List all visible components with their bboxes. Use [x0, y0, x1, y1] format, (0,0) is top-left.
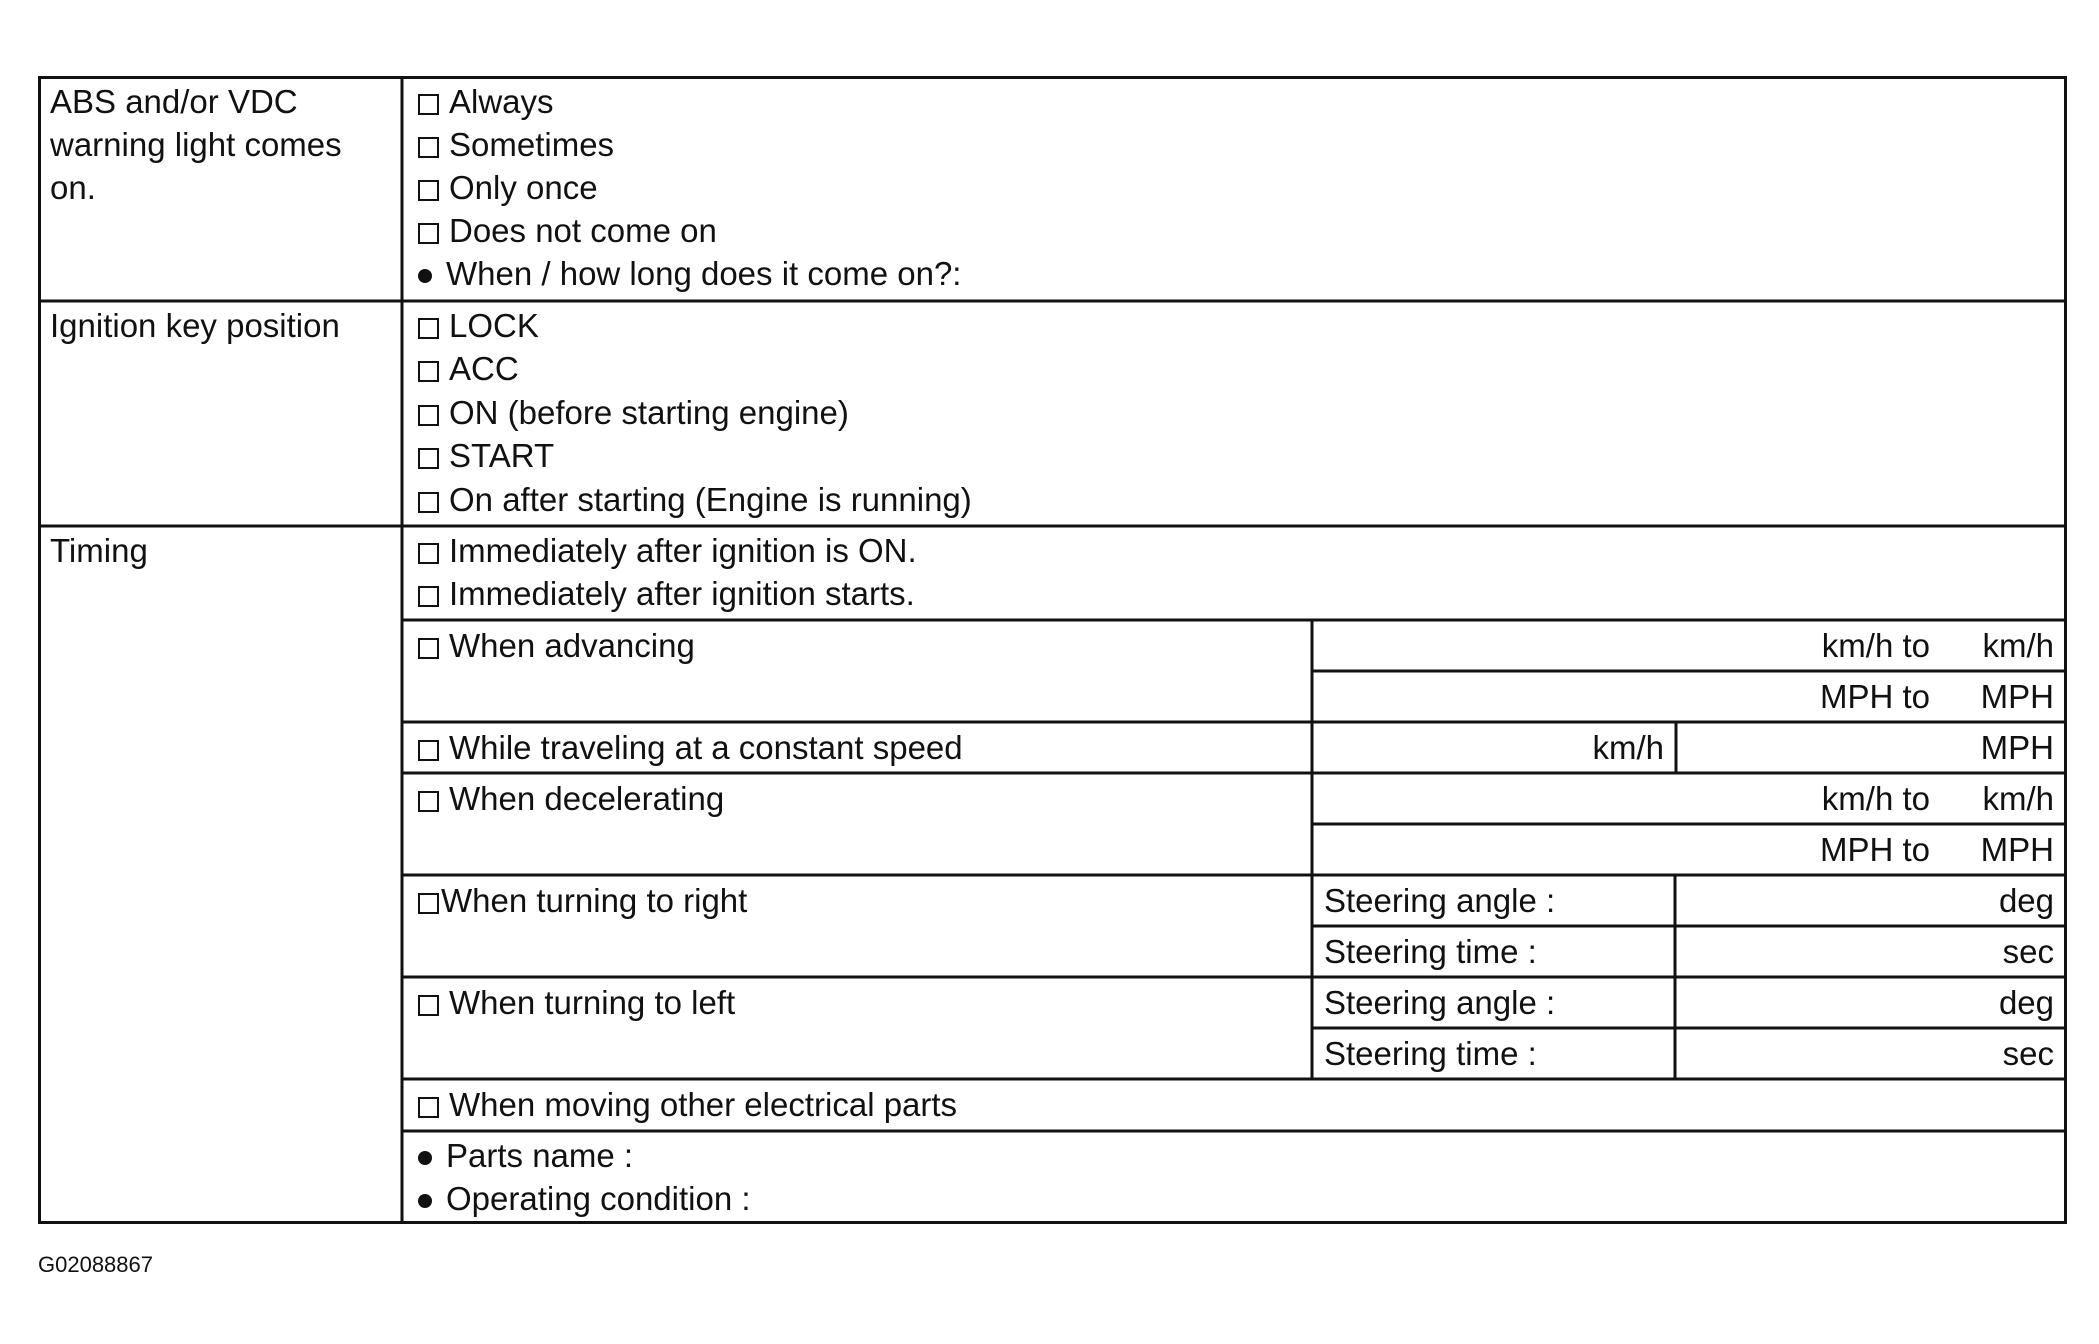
checkbox-icon[interactable] — [418, 94, 439, 115]
operating-condition-label: Operating condition : — [418, 1177, 751, 1220]
checkbox-icon[interactable] — [418, 448, 439, 469]
option-acc[interactable]: ACC — [418, 347, 519, 390]
bullet-icon — [418, 269, 432, 283]
option-does-not-come-on[interactable]: Does not come on — [418, 209, 717, 252]
option-immediately-starts[interactable]: Immediately after ignition starts. — [418, 572, 915, 615]
option-constant-speed[interactable]: While traveling at a constant speed — [418, 726, 963, 769]
turn-left-angle-label: Steering angle : — [1324, 984, 1556, 1021]
decelerating-mph: MPH — [1980, 831, 2054, 868]
decelerating-mph-to: MPH to — [1819, 831, 1930, 868]
checkbox-icon[interactable] — [418, 405, 439, 426]
option-always[interactable]: Always — [418, 80, 554, 123]
checkbox-icon[interactable] — [418, 740, 439, 761]
option-only-once[interactable]: Only once — [418, 166, 598, 209]
decelerating-kmh-to: km/h to — [1821, 780, 1930, 817]
checkbox-icon[interactable] — [418, 1097, 439, 1118]
option-immediately-on[interactable]: Immediately after ignition is ON. — [418, 529, 917, 572]
option-turning-left[interactable]: When turning to left — [418, 981, 735, 1024]
checkbox-icon[interactable] — [418, 586, 439, 607]
decelerating-kmh: km/h — [1982, 780, 2054, 817]
checkbox-icon[interactable] — [418, 893, 439, 914]
turn-left-time-label: Steering time : — [1324, 1035, 1537, 1072]
checkbox-icon[interactable] — [418, 791, 439, 812]
option-when-decelerating[interactable]: When decelerating — [418, 777, 724, 820]
advancing-mph: MPH — [1980, 678, 2054, 715]
option-sometimes[interactable]: Sometimes — [418, 123, 614, 166]
advancing-mph-to: MPH to — [1819, 678, 1930, 715]
checkbox-icon[interactable] — [418, 492, 439, 513]
option-when-advancing[interactable]: When advancing — [418, 624, 695, 667]
advancing-kmh-to: km/h to — [1821, 627, 1930, 664]
advancing-kmh: km/h — [1982, 627, 2054, 664]
constant-kmh: km/h — [1592, 729, 1664, 766]
checkbox-icon[interactable] — [418, 137, 439, 158]
checkbox-icon[interactable] — [418, 318, 439, 339]
checkbox-icon[interactable] — [418, 361, 439, 382]
checkbox-icon[interactable] — [418, 543, 439, 564]
turn-right-angle-label: Steering angle : — [1324, 882, 1556, 919]
option-lock[interactable]: LOCK — [418, 304, 539, 347]
when-how-long-note: When / how long does it come on?: — [418, 252, 961, 295]
option-electrical-parts[interactable]: When moving other electrical parts — [418, 1083, 957, 1126]
warning-light-label: ABS and/or VDC warning light comes on. — [50, 83, 342, 206]
bullet-icon — [418, 1151, 432, 1165]
checkbox-icon[interactable] — [418, 223, 439, 244]
ignition-key-label: Ignition key position — [50, 307, 340, 344]
bullet-icon — [418, 1194, 432, 1208]
turn-right-angle-unit: deg — [1998, 882, 2054, 919]
checkbox-icon[interactable] — [418, 638, 439, 659]
option-turning-right[interactable]: When turning to right — [418, 879, 747, 922]
checkbox-icon[interactable] — [418, 995, 439, 1016]
diagnosis-worksheet — [38, 76, 2067, 1224]
parts-name-label: Parts name : — [418, 1134, 633, 1177]
constant-mph: MPH — [1980, 729, 2054, 766]
figure-code: G02088867 — [38, 1252, 153, 1277]
option-start[interactable]: START — [418, 434, 554, 477]
timing-label: Timing — [50, 532, 148, 569]
option-on-after-start[interactable]: On after starting (Engine is running) — [418, 478, 972, 521]
checkbox-icon[interactable] — [418, 180, 439, 201]
turn-left-time-unit: sec — [2002, 1035, 2054, 1072]
turn-left-angle-unit: deg — [1998, 984, 2054, 1021]
turn-right-time-label: Steering time : — [1324, 933, 1537, 970]
turn-right-time-unit: sec — [2002, 933, 2054, 970]
option-on-before-start[interactable]: ON (before starting engine) — [418, 391, 849, 434]
